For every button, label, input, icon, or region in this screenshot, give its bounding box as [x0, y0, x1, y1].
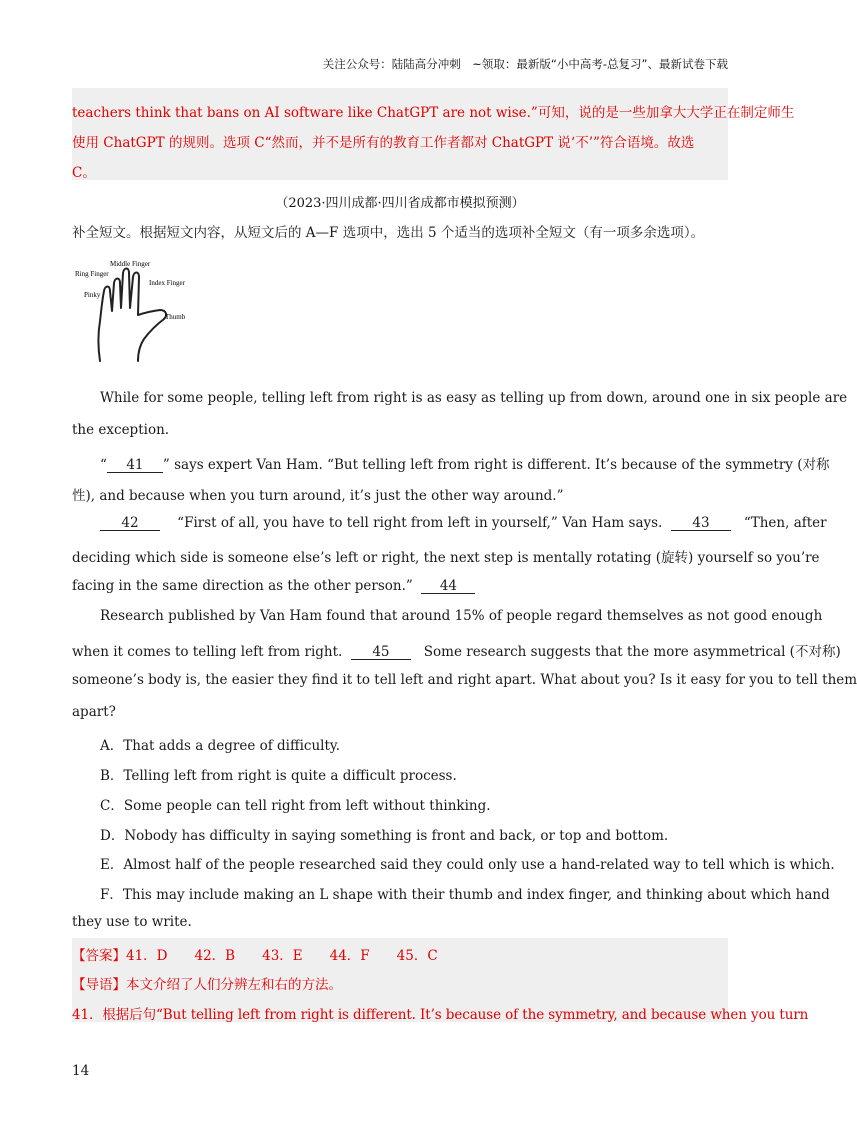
- passage-text: Some research suggests that the more asymmetrical (不对称): [423, 644, 841, 660]
- passage-line: [72, 640, 841, 660]
- option-f[interactable]: F．This may include making an L shape with their thumb and index finger, and thinking about which hand: [100, 887, 830, 903]
- passage-line: deciding which side is someone else’s left or right, the next step is mentally rotating (旋转) yourself so you’re: [72, 550, 820, 566]
- thumb-label: Thumb: [165, 313, 186, 321]
- option-d[interactable]: D．Nobody has difficulty in saying something is front and back, or top and bottom.: [100, 828, 669, 844]
- blank-43[interactable]: 43: [671, 517, 731, 531]
- answer-label: 【答案】: [72, 948, 126, 964]
- blank-42[interactable]: 42: [100, 517, 160, 531]
- ring-finger-label: Ring Finger: [75, 270, 109, 278]
- middle-finger-label: Middle Finger: [110, 260, 151, 268]
- passage-line: someone’s body is, the easier they find it to tell left and right apart. What about you? Is it easy for you to tell them: [72, 672, 857, 688]
- hand-outline-image: [72, 253, 222, 365]
- blank-45[interactable]: 45: [351, 646, 411, 660]
- option-c[interactable]: C．Some people can tell right from left without thinking.: [100, 798, 491, 814]
- question-source: （2023·四川成都·四川省成都市模拟预测）: [275, 196, 525, 211]
- answer-explanation-41: 41．根据后句“But telling left from right is different. It’s because of the symmetry, and because when you turn: [72, 1007, 809, 1023]
- pinky-label: Pinky: [84, 291, 101, 299]
- passage-text: facing in the same direction as the other person.”: [72, 578, 413, 594]
- passage-text: ” says expert Van Ham. “But telling left from right is different. It’s because of the symmetry (对称: [162, 457, 830, 473]
- option-a[interactable]: A．That adds a degree of difficulty.: [100, 738, 341, 754]
- answer-guide: [72, 973, 342, 993]
- answer-key: [72, 944, 438, 964]
- passage-text: “First of all, you have to tell right from left in yourself,” Van Ham says.: [177, 515, 663, 531]
- previous-answer-line: C。: [72, 165, 96, 181]
- previous-answer-line: teachers think that bans on AI software like ChatGPT are not wise.”可知，说的是一些加拿大大学正在制定师生: [72, 105, 795, 121]
- option-f-continued: they use to write.: [72, 914, 192, 930]
- passage-line: apart?: [72, 704, 116, 720]
- page-number: 14: [72, 1063, 90, 1079]
- hand-diagram: [72, 253, 222, 369]
- guide-label: 【导语】: [72, 977, 126, 993]
- passage-line: [72, 578, 728, 594]
- blank-41[interactable]: 41: [107, 459, 163, 473]
- answer-values: 41．D 42．B 43．E 44．F 45．C: [126, 948, 438, 964]
- passage-text: when it comes to telling left from right.: [72, 644, 343, 660]
- page-header: 关注公众号：陆陆高分冲刺 ~领取：最新版“小中高考-总复习”、最新试卷下载: [322, 57, 728, 71]
- passage-line: While for some people, telling left from right is as easy as telling up from down, around one in six people are: [100, 390, 848, 406]
- passage-line: Research published by Van Ham found that around 15% of people regard themselves as not good enough: [100, 608, 823, 624]
- passage-line: the exception.: [72, 422, 170, 438]
- passage-line: [72, 453, 830, 473]
- option-e[interactable]: E．Almost half of the people researched said they could only use a hand-related way to tell which is which.: [100, 857, 835, 873]
- index-finger-label: Index Finger: [149, 279, 185, 287]
- passage-line: 性), and because when you turn around, it’s just the other way around.”: [72, 488, 564, 504]
- question-instruction: 补全短文。根据短文内容，从短文后的 A—F 选项中，选出 5 个适当的选项补全短文（有一项多余选项）。: [72, 225, 705, 241]
- blank-44[interactable]: 44: [421, 580, 475, 594]
- previous-answer-line: 使用 ChatGPT 的规则。选项 C“然而，并不是所有的教育工作者都对 ChatGPT 说‘不’”符合语境。故选: [72, 135, 695, 151]
- open-quote: “: [100, 457, 107, 473]
- passage-line: [72, 515, 827, 531]
- guide-text: 本文介绍了人们分辨左和右的方法。: [126, 977, 342, 993]
- passage-text: “Then, after: [743, 515, 827, 531]
- option-b[interactable]: B．Telling left from right is quite a difficult process.: [100, 768, 457, 784]
- previous-answer-box: [72, 88, 795, 181]
